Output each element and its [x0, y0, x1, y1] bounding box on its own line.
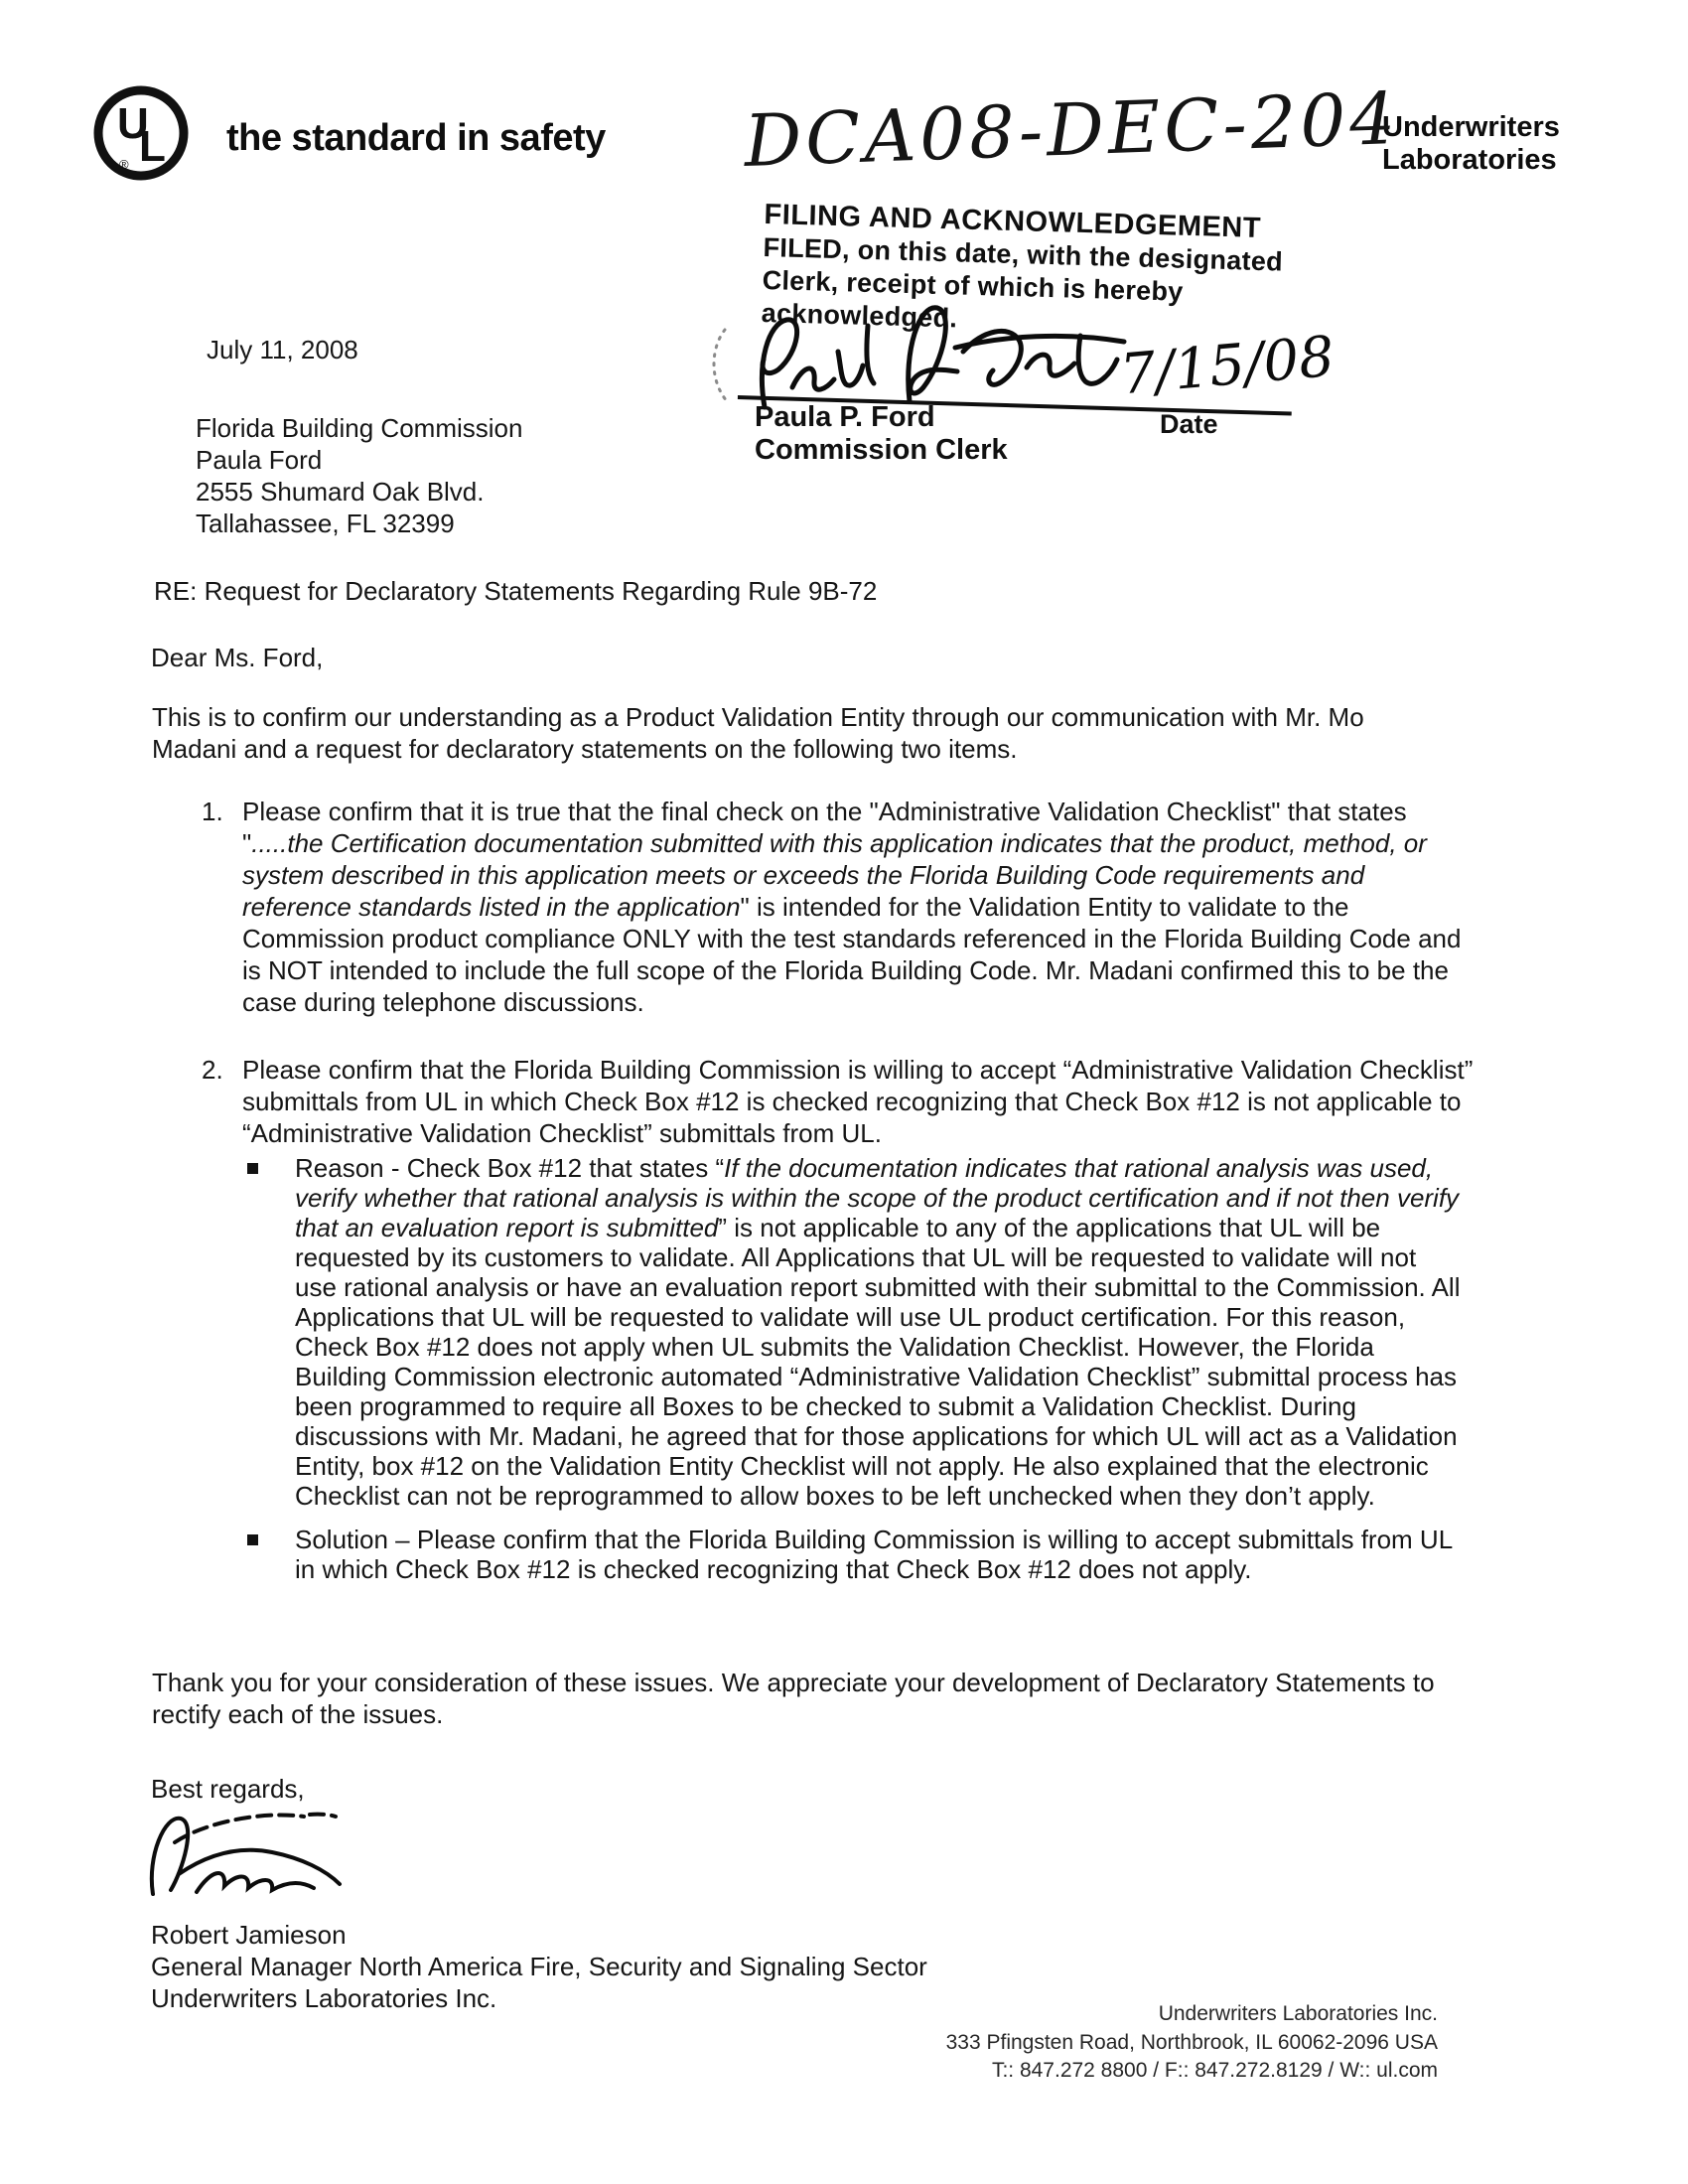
- list-item-1-text: [242, 796, 1478, 1018]
- signer-signature: [139, 1795, 1688, 1913]
- list-item-2-text: Please confirm that the Florida Building Commission is willing to accept “Administrative Validation Checklist” submittals from UL in which Check Box #12 is checked recognizing that Check Box #12 is not applicable to “Administrative Validation Checklist” submittals from UL.: [242, 1055, 1474, 1148]
- signer-block: [151, 1919, 1688, 2014]
- salutation: Dear Ms. Ford,: [151, 643, 324, 672]
- list-number: 2.: [202, 1055, 223, 1085]
- svg-text:U: U: [117, 99, 149, 148]
- recipient-line: Florida Building Commission: [196, 413, 523, 443]
- reason-bullet-text: [295, 1153, 1462, 1511]
- text-segment: " is intended for the Validation Entity to validate to the Commission product compliance ONLY with the test standards referenced in the Florida Building Code and is NOT intended to include the full scope of the Florida Building Code. Mr. Madani confirmed this to be the case during telephone discussions.: [242, 892, 1462, 1017]
- brand-wordmark: [1382, 111, 1560, 177]
- solution-bullet-text: Solution – Please confirm that the Florida Building Commission is willing to accept submittals from UL in which Check Box #12 is checked recognizing that Check Box #12 does not apply.: [295, 1525, 1453, 1584]
- list-number: 1.: [202, 797, 223, 826]
- ul-logo-icon: [91, 83, 191, 183]
- square-bullet-icon: [247, 1163, 258, 1174]
- valediction: Best regards,: [151, 1774, 305, 1804]
- text-segment: ” is not applicable to any of the applications that UL will be requested by its customers to validate. All Applications that UL will be requested to validate will not use rational analysis or have an evaluation report submitted with their submittal to the Commission. All Applications that UL will be requested to validate will use UL product certification. For this reason, Check Box #12 does not apply when UL submits the Validation Checklist. However, the Florida Building Commission electronic automated “Administrative Validation Checklist” submittal process has been programmed to require all Boxes to be checked to submit a Validation Checklist. During discussions with Mr. Madani, he agreed that for those applications for which UL will act as a Validation Entity, box #12 on the Validation Entity Checklist will not apply. He also explained that the electronic Checklist can not be reprogrammed to allow boxes to be left unchecked when they don’t apply.: [295, 1213, 1461, 1511]
- stamp-title: FILING AND ACKNOWLEDGEMENT: [764, 199, 1262, 244]
- brand-line-2: Laboratories: [1382, 144, 1557, 176]
- quoted-checkbox-text: If the documentation indicates that rational analysis was used, verify whether that rational analysis is within the scope of the product certification and if not then verify that an evaluation report is submitted: [295, 1153, 1460, 1242]
- recipient-line: Tallahassee, FL 32399: [196, 509, 455, 538]
- signer-name: Robert Jamieson: [151, 1920, 347, 1950]
- clerk-name: Paula P. Ford: [755, 401, 935, 433]
- handwritten-date: 7/15/08: [1117, 324, 1337, 408]
- tagline: the standard in safety: [226, 117, 606, 159]
- ul-logo: [91, 83, 191, 183]
- footer-company: Underwriters Laboratories Inc.: [1158, 2002, 1438, 2025]
- list-item-2: [151, 1054, 1501, 1584]
- recipient-line: 2555 Shumard Oak Blvd.: [196, 477, 485, 507]
- footer-contact: T:: 847.272 8800 / F:: 847.272.8129 / W:: ul.com: [991, 2059, 1438, 2082]
- signer-title: General Manager North America Fire, Security and Signaling Sector: [151, 1952, 927, 1981]
- stamp-body-line: Clerk, receipt of which is hereby: [762, 264, 1185, 307]
- stamp-body-line: FILED, on this date, with the designated: [763, 231, 1284, 277]
- reason-bullet: [151, 1153, 1501, 1511]
- letter-date: July 11, 2008: [207, 335, 358, 364]
- square-bullet-icon: [247, 1534, 258, 1545]
- list-item-1: [151, 796, 1501, 1018]
- signer-signature-icon: [139, 1795, 417, 1906]
- date-label: Date: [1160, 409, 1218, 439]
- footer-address: 333 Pfingsten Road, Northbrook, IL 60062-2096 USA: [945, 2030, 1438, 2054]
- intro-paragraph: This is to confirm our understanding as a Product Validation Entity through our communication with Mr. Mo Madani and a request for declaratory statements on the following two items.: [152, 702, 1364, 764]
- stamp-body-line: acknowledged.: [761, 297, 958, 334]
- brand-line-1: Underwriters: [1382, 111, 1560, 143]
- recipient-line: Paula Ford: [196, 445, 323, 475]
- text-segment: Please confirm that it is true that the final check on the "Administrative Validation Checklist" that states ": [242, 797, 1407, 858]
- clerk-title: Commission Clerk: [755, 434, 1008, 466]
- recipient-address: [196, 412, 1688, 539]
- quoted-checklist-text: .....the Certification documentation submitted with this application indicates that the product, method, or system described in this application meets or exceeds the Florida Building Code requirements and reference standards listed in the application: [242, 828, 1427, 922]
- solution-bullet: [151, 1525, 1501, 1584]
- letter-body: [0, 334, 1688, 2014]
- svg-text:®: ®: [119, 157, 129, 172]
- svg-text:L: L: [139, 122, 166, 171]
- footer: [946, 2000, 1438, 2086]
- subject-line: RE: Request for Declaratory Statements Regarding Rule 9B-72: [154, 576, 878, 606]
- closing-paragraph: Thank you for your consideration of these issues. We appreciate your development of Declaratory Statements to rectify each of the issues.: [152, 1668, 1435, 1729]
- text-segment: Reason - Check Box #12 that states “: [295, 1153, 725, 1183]
- handwritten-docket-number: DCA08-DEC-204: [743, 75, 1401, 183]
- signer-company: Underwriters Laboratories Inc.: [151, 1983, 497, 2013]
